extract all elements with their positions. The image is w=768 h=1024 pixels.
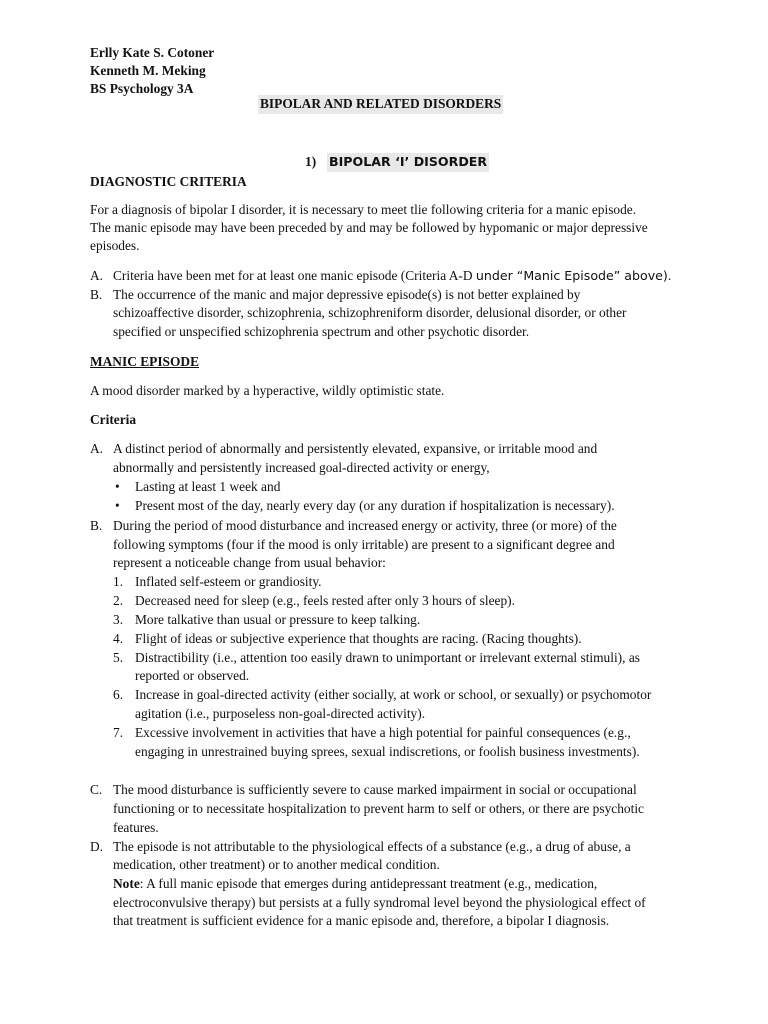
criterion-line: functioning or to necessitate hospitalization to prevent harm to self or others, or there are psychotic	[113, 801, 644, 816]
symptom-number: 6.	[113, 687, 124, 702]
criterion-line: The episode is not attributable to the physiological effects of a substance (e.g., a drug of abuse, a	[113, 839, 631, 854]
criterion-label: A.	[90, 441, 104, 456]
criterion-line: The mood disturbance is sufficiently severe to cause marked impairment in social or occupational	[113, 782, 637, 797]
manic-episode-heading: MANIC EPISODE	[90, 354, 199, 369]
symptom-text-continued: engaging in unrestrained buying sprees, sexual indiscretions, or foolish business investments).	[135, 744, 640, 759]
note-line: electroconvulsive therapy) but persists at a fully syndromal level beyond the physiological effect of	[113, 895, 646, 910]
bullet-text: Lasting at least 1 week and	[135, 479, 281, 494]
criterion-line: The occurrence of the manic and major depressive episode(s) is not better explained by	[113, 287, 581, 302]
criterion-line: specified or unspecified schizophrenia spectrum and other psychotic disorder.	[113, 324, 530, 339]
bullet-icon: •	[115, 498, 120, 513]
symptom-text: Excessive involvement in activities that have a high potential for painful consequences (e.g.,	[135, 725, 631, 740]
criterion-text-end: .	[667, 268, 672, 283]
symptom-number: 3.	[113, 612, 124, 627]
bullet-icon: •	[115, 479, 120, 494]
note-line	[113, 875, 597, 894]
note-line: that treatment is sufficient evidence for a manic episode and, therefore, a bipolar I diagnosis.	[113, 913, 610, 928]
criterion-line: abnormally and persistently increased goal-directed activity or energy,	[113, 460, 490, 475]
symptom-text: More talkative than usual or pressure to keep talking.	[135, 612, 421, 627]
criterion-text	[113, 267, 673, 286]
criterion-label: B.	[90, 518, 103, 533]
symptom-text-continued: agitation (i.e., purposeless non-goal-directed activity).	[135, 706, 426, 721]
diagnostic-criteria-heading: DIAGNOSTIC CRITERIA	[90, 174, 247, 189]
note-text: : A full manic episode that emerges during antidepressant treatment (e.g., medication,	[139, 876, 598, 891]
criterion-label: D.	[90, 839, 104, 854]
symptom-number: 2.	[113, 593, 124, 608]
criterion-line: During the period of mood disturbance and increased energy or activity, three (or more) of the	[113, 518, 617, 533]
intro-line: episodes.	[90, 238, 140, 253]
criterion-label: A.	[90, 268, 104, 283]
document-title: BIPOLAR AND RELATED DISORDERS	[258, 95, 503, 114]
symptom-number: 5.	[113, 650, 124, 665]
criteria-heading: Criteria	[90, 412, 137, 427]
symptom-text: Distractibility (i.e., attention too easily drawn to unimportant or irrelevant external stimuli), as	[135, 650, 640, 665]
criterion-label: C.	[90, 782, 103, 797]
criterion-line: medication, other treatment) or to another medical condition.	[113, 857, 440, 872]
criterion-line: features.	[113, 820, 159, 835]
section-title: BIPOLAR ‘I’ DISORDER	[327, 153, 489, 172]
note-label: Note	[113, 876, 140, 891]
symptom-text-continued: reported or observed.	[135, 668, 250, 683]
symptom-number: 1.	[113, 574, 124, 589]
symptom-text: Decreased need for sleep (e.g., feels rested after only 3 hours of sleep).	[135, 593, 515, 608]
symptom-number: 4.	[113, 631, 124, 646]
criterion-line: represent a noticeable change from usual behavior:	[113, 555, 386, 570]
program-label: BS Psychology 3A	[90, 81, 194, 96]
criterion-line: following symptoms (four if the mood is only irritable) are present to a significant degree and	[113, 537, 615, 552]
bullet-text: Present most of the day, nearly every day (or any duration if hospitalization is necessary).	[135, 498, 615, 513]
intro-line: The manic episode may have been preceded by and may be followed by hypomanic or major depressive	[90, 220, 648, 235]
criterion-line: A distinct period of abnormally and persistently elevated, expansive, or irritable mood and	[113, 441, 598, 456]
section-number: 1)	[305, 154, 317, 169]
author-name-2: Kenneth M. Meking	[90, 63, 206, 78]
criterion-label: B.	[90, 287, 103, 302]
symptom-text: Inflated self-esteem or grandiosity.	[135, 574, 322, 589]
criterion-text-reference: under “Manic Episode” above)	[475, 268, 668, 283]
symptom-number: 7.	[113, 725, 124, 740]
criterion-text-main: Criteria have been met for at least one manic episode (Criteria A-D	[113, 268, 476, 283]
criterion-line: schizoaffective disorder, schizophrenia, schizophreniform disorder, delusional disorder, or other	[113, 305, 627, 320]
symptom-text: Increase in goal-directed activity (either socially, at work or school, or sexually) or psychomotor	[135, 687, 652, 702]
symptom-text: Flight of ideas or subjective experience that thoughts are racing. (Racing thoughts).	[135, 631, 582, 646]
manic-definition: A mood disorder marked by a hyperactive, wildly optimistic state.	[90, 383, 445, 398]
intro-line: For a diagnosis of bipolar I disorder, it is necessary to meet tlie following criteria for a manic episode.	[90, 202, 637, 217]
author-name-1: Erlly Kate S. Cotoner	[90, 45, 215, 60]
